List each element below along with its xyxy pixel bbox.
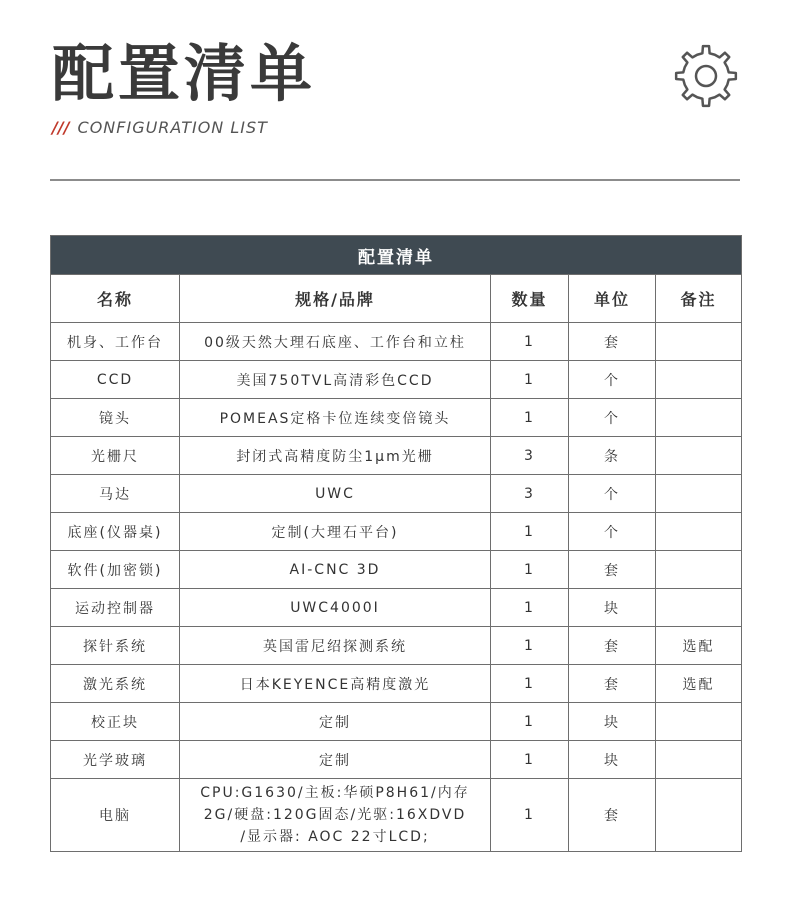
table-row (51, 551, 742, 589)
gear-icon (672, 42, 740, 110)
cell-note (656, 323, 742, 361)
table-row (51, 665, 742, 703)
cell-unit: 套 (569, 551, 656, 589)
header-divider (50, 179, 740, 181)
page-subtitle (52, 118, 268, 137)
cell-spec (180, 779, 491, 852)
cell-note (656, 589, 742, 627)
cell-name: 探针系统 (51, 627, 180, 665)
cell-name: 电脑 (51, 779, 180, 852)
cell-qty: 1 (491, 741, 569, 779)
cell-qty: 1 (491, 703, 569, 741)
cell-unit: 块 (569, 703, 656, 741)
cell-name: CCD (51, 361, 180, 399)
cell-unit: 条 (569, 437, 656, 475)
cell-qty: 1 (491, 513, 569, 551)
cell-spec: UWC (180, 475, 491, 513)
cell-name: 底座(仪器桌) (51, 513, 180, 551)
column-header-note: 备注 (656, 275, 742, 323)
cell-qty: 1 (491, 399, 569, 437)
table-row (51, 513, 742, 551)
cell-note (656, 779, 742, 852)
table-header-row (51, 275, 742, 323)
cell-spec: 日本KEYENCE高精度激光 (180, 665, 491, 703)
cell-qty: 1 (491, 589, 569, 627)
table-row (51, 589, 742, 627)
cell-name: 校正块 (51, 703, 180, 741)
cell-qty: 1 (491, 551, 569, 589)
cell-qty: 3 (491, 437, 569, 475)
cell-name: 镜头 (51, 399, 180, 437)
subtitle-text: CONFIGURATION LIST (77, 118, 268, 137)
cell-spec: 定制(大理石平台) (180, 513, 491, 551)
cell-name: 激光系统 (51, 665, 180, 703)
table-row (51, 437, 742, 475)
cell-spec: 美国750TVL高清彩色CCD (180, 361, 491, 399)
subtitle-marks: /// (52, 118, 70, 137)
cell-note (656, 703, 742, 741)
table-row (51, 475, 742, 513)
cell-spec: 英国雷尼绍探测系统 (180, 627, 491, 665)
cell-unit: 个 (569, 361, 656, 399)
cell-note (656, 741, 742, 779)
cell-spec: 00级天然大理石底座、工作台和立柱 (180, 323, 491, 361)
cell-note (656, 361, 742, 399)
table-row (51, 323, 742, 361)
table-caption: 配置清单 (51, 236, 742, 275)
cell-spec: UWC4000I (180, 589, 491, 627)
cell-unit: 套 (569, 627, 656, 665)
cell-spec: POMEAS定格卡位连续变倍镜头 (180, 399, 491, 437)
cell-note (656, 551, 742, 589)
cell-note (656, 399, 742, 437)
column-header-qty: 数量 (491, 275, 569, 323)
cell-unit: 套 (569, 665, 656, 703)
spec-line: /显示器: AOC 22寸LCD; (240, 829, 430, 845)
cell-unit: 套 (569, 323, 656, 361)
cell-unit: 套 (569, 779, 656, 852)
table-row (51, 399, 742, 437)
table-row (51, 703, 742, 741)
cell-unit: 个 (569, 475, 656, 513)
column-header-name: 名称 (51, 275, 180, 323)
cell-qty: 1 (491, 361, 569, 399)
cell-note (656, 513, 742, 551)
cell-name: 运动控制器 (51, 589, 180, 627)
cell-note: 选配 (656, 665, 742, 703)
cell-name: 光栅尺 (51, 437, 180, 475)
column-header-unit: 单位 (569, 275, 656, 323)
page-title: 配置清单 (52, 37, 317, 110)
cell-unit: 块 (569, 589, 656, 627)
cell-spec: 定制 (180, 741, 491, 779)
cell-note (656, 437, 742, 475)
cell-spec: 定制 (180, 703, 491, 741)
table-row (51, 361, 742, 399)
cell-name: 马达 (51, 475, 180, 513)
cell-spec: 封闭式高精度防尘1μm光栅 (180, 437, 491, 475)
table-row (51, 627, 742, 665)
config-table (50, 235, 742, 852)
spec-line: 2G/硬盘:120G固态/光驱:16XDVD (203, 807, 467, 823)
cell-unit: 个 (569, 513, 656, 551)
cell-qty: 1 (491, 779, 569, 852)
cell-name: 光学玻璃 (51, 741, 180, 779)
cell-qty: 1 (491, 627, 569, 665)
cell-name: 软件(加密锁) (51, 551, 180, 589)
table-caption-row (51, 236, 742, 275)
cell-qty: 3 (491, 475, 569, 513)
table-row (51, 779, 742, 852)
cell-unit: 个 (569, 399, 656, 437)
cell-note: 选配 (656, 627, 742, 665)
cell-qty: 1 (491, 665, 569, 703)
cell-name: 机身、工作台 (51, 323, 180, 361)
cell-unit: 块 (569, 741, 656, 779)
cell-note (656, 475, 742, 513)
spec-line: CPU:G1630/主板:华硕P8H61/内存 (200, 785, 470, 801)
table-row (51, 741, 742, 779)
cell-spec: AI-CNC 3D (180, 551, 491, 589)
cell-qty: 1 (491, 323, 569, 361)
column-header-spec: 规格/品牌 (180, 275, 491, 323)
